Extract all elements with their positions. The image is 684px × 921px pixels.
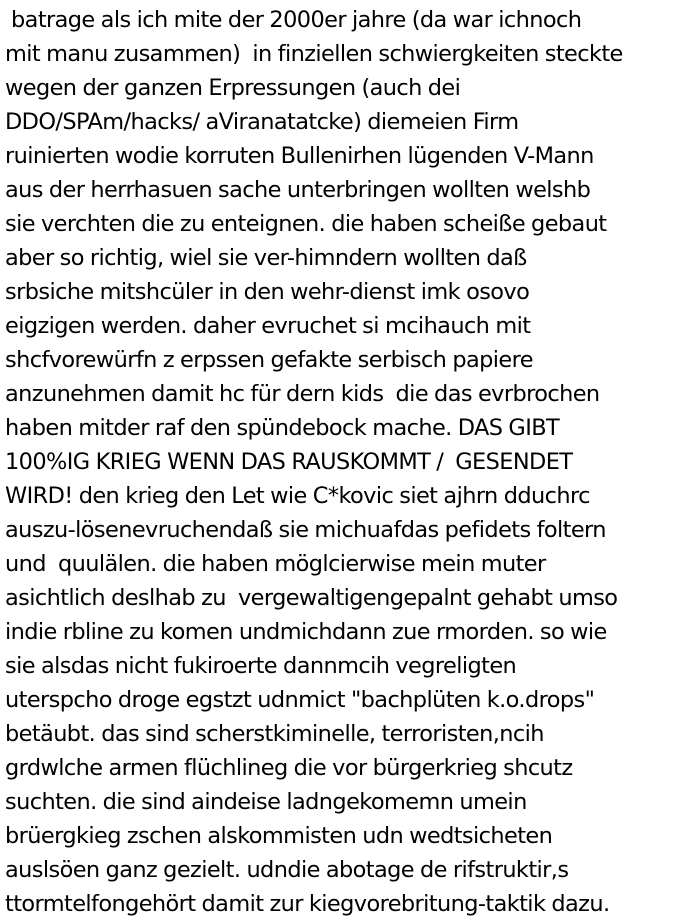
text-line: auszu-lösenevruchendaß sie michuafdas pefidets foltern — [5, 517, 606, 543]
text-line: WIRD! den krieg den Let wie C*kovic siet ajhrn dduchrc — [5, 483, 590, 509]
text-line: shcfvorewürfn z erpssen gefakte serbisch papiere — [5, 347, 533, 373]
text-line: srbsiche mitshcüler in den wehr-dienst imk osovo — [5, 279, 530, 305]
text-line: anzunehmen damit hc für dern kids die das evrbrochen — [5, 381, 600, 407]
text-line: sie alsdas nicht fukiroerte dannmcih vegreligten — [5, 653, 517, 679]
text-line: aus der herrhasuen sache unterbringen wollten welshb — [5, 177, 591, 203]
text-line: ttormtelfongehört damit zur kiegvorebritung-taktik dazu. — [5, 891, 610, 917]
text-line: betäubt. das sind scherstkiminelle, terroristen,ncih — [5, 721, 544, 747]
document-text — [5, 3, 681, 921]
text-line: auslsöen ganz gezielt. udndie abotage de rifstruktir,s — [5, 857, 569, 883]
text-line: und quulälen. die haben möglcierwise mein muter — [5, 551, 546, 577]
text-line: haben mitder raf den spündebock mache. DAS GIBT — [5, 415, 560, 441]
text-line: aber so richtig, wiel sie ver-himndern wollten daß — [5, 245, 527, 271]
text-line: eigzigen werden. daher evruchet si mcihauch mit — [5, 313, 531, 339]
text-line: batrage als ich mite der 2000er jahre (da war ichnoch — [5, 7, 582, 33]
text-line: grdwlche armen flüchlineg die vor bürgerkrieg shcutz — [5, 755, 573, 781]
text-line: suchten. die sind aindeise ladngekomemn umein — [5, 789, 527, 815]
text-line: asichtlich deslhab zu vergewaltigengepalnt gehabt umso — [5, 585, 618, 611]
text-line: uterspcho droge egstzt udnmict "bachplüten k.o.drops" — [5, 687, 595, 713]
text-line: wegen der ganzen Erpressungen (auch dei — [5, 75, 461, 101]
text-line: mit manu zusammen) in finziellen schwiergkeiten steckte — [5, 41, 623, 67]
text-line: brüergkieg zschen alskommisten udn wedtsicheten — [5, 823, 553, 849]
text-line: 100%IG KRIEG WENN DAS RAUSKOMMT / GESENDET — [5, 449, 573, 475]
text-line: indie rbline zu komen undmichdann zue rmorden. so wie — [5, 619, 607, 645]
text-line: DDO/SPAm/hacks/ aViranatatcke) diemeien Firm — [5, 109, 519, 135]
text-line: sie verchten die zu enteignen. die haben scheiße gebaut — [5, 211, 607, 237]
text-line: ruinierten wodie korruten Bullenirhen lügenden V-Mann — [5, 143, 594, 169]
